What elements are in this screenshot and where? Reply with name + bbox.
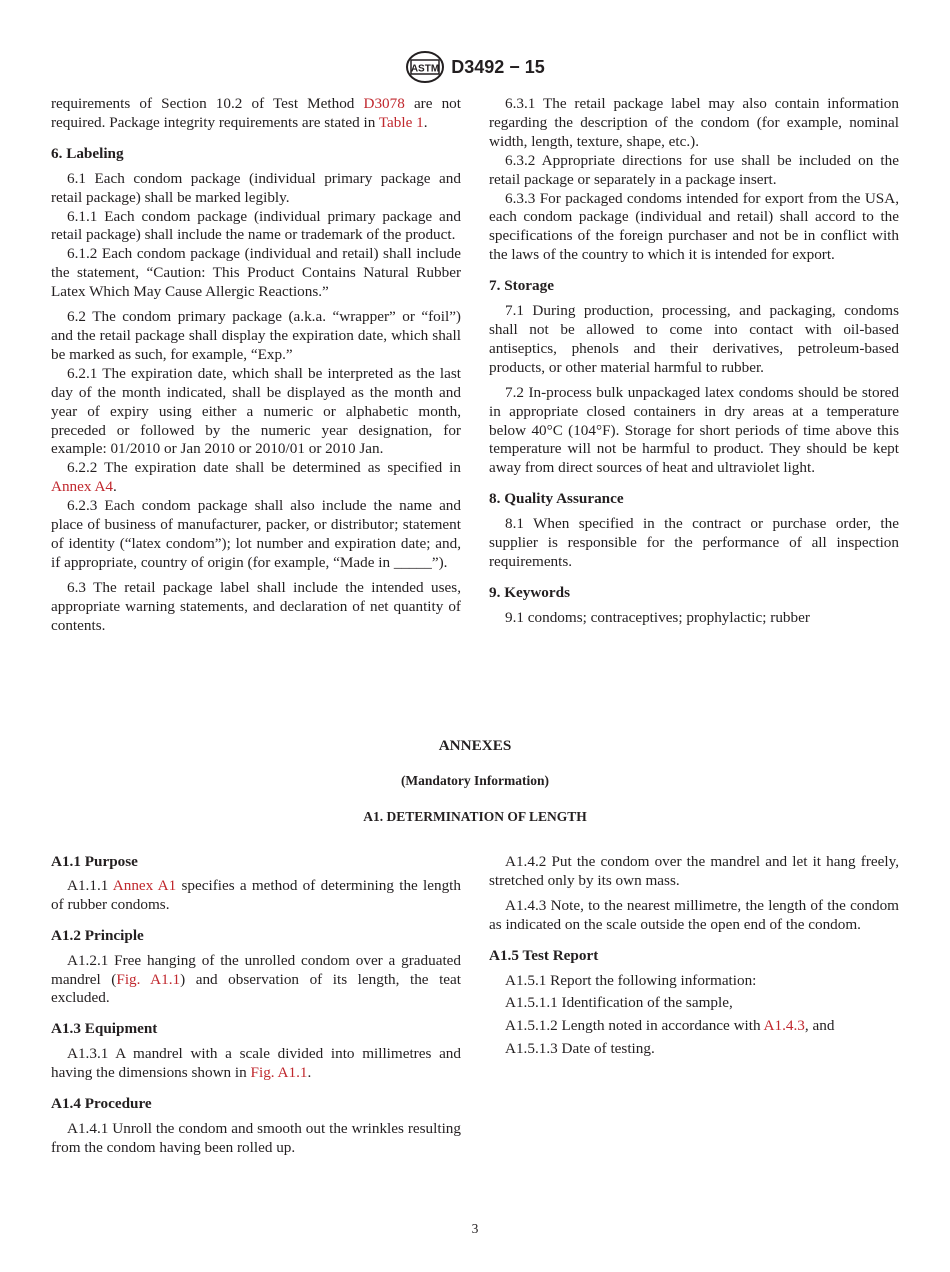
link-fig-a1-1[interactable]: Fig. A1.1 (116, 970, 181, 988)
para-6-2-1: 6.2.1 The expiration date, which shall be interpreted as the last day of the month indicated, shall be displayed as the month and year of expiry using either a numeric or alphabetic month, preceded or followed by the numeric year designation, for example: 01/2010 or Jan 2010 or 2010/01 or 2010 Jan. (51, 364, 461, 458)
para-6-3-3: 6.3.3 For packaged condoms intended for export from the USA, each condom package (individual and retail) shall accord to the specifications of the foreign purchaser and not be in conflict with the laws of the country to which it is intended for export. (489, 189, 899, 264)
continued-paragraph: requirements of Section 10.2 of Test Method D3078 are not required. Package integrity requirements are stated in Table 1. (51, 95, 461, 131)
upper-right-column (489, 95, 899, 628)
link-annex-a4[interactable]: Annex A4 (51, 478, 114, 496)
link-a1-4-3[interactable]: A1.4.3 (763, 1017, 805, 1035)
para-7-2: 7.2 In-process bulk unpackaged latex condoms should be stored in appropriate closed containers in dry areas at a temperature below 40°C (104°F). Storage for short periods of time above this temperature will not be harmful to product. They should be kept away from direct sources of heat and ultraviolet light. (489, 383, 899, 477)
para-a1-5-1: A1.5.1 Report the following information: (505, 971, 757, 989)
page-header (0, 50, 950, 84)
a1-1-heading: A1.1 Purpose (51, 853, 138, 870)
para-a1-2-1: A1.2.1 Free hanging of the unrolled condom over a graduated mandrel (Fig. A1.1) and observation of its length, the teat excluded. (51, 951, 461, 1007)
astm-logo-icon (405, 50, 445, 84)
para-8-1: 8.1 When specified in the contract or purchase order, the supplier is responsible for the performance of all inspection requirements. (489, 515, 899, 570)
para-6-1: 6.1 Each condom package (individual primary package and retail package) shall be marked legibly. (51, 169, 461, 206)
para-a1-4-2: A1.4.2 Put the condom over the mandrel and let it hang freely, stretched only by its own mass. (489, 853, 899, 889)
link-fig-a1-1[interactable]: Fig. A1.1 (250, 1064, 308, 1082)
para-a1-5-1-2: A1.5.1.2 Length noted in accordance with A1.4.3, and (505, 1017, 835, 1035)
a1-4-heading: A1.4 Procedure (51, 1095, 152, 1113)
para-a1-5-1-3: A1.5.1.3 Date of testing. (505, 1040, 655, 1058)
page-number: 3 (471, 1221, 479, 1236)
para-7-1: 7.1 During production, processing, and packaging, condoms shall not be allowed to come into contact with oil-based antiseptics, phenols and their derivatives, petroleum-based products, or other material harmful to rubber. (489, 302, 899, 376)
para-6-2: 6.2 The condom primary package (a.k.a. “wrapper” or “foil”) and the retail package shall display the expiration date, which shall be marked as such, for example, “Exp.” (51, 308, 461, 363)
annex-a1-title: A1. DETERMINATION OF LENGTH (363, 809, 587, 824)
link-d3078[interactable]: D3078 (363, 95, 405, 112)
para-a1-3-1: A1.3.1 A mandrel with a scale divided into millimetres and having the dimensions shown in Fig. A1.1. (51, 1045, 461, 1082)
a1-5-heading: A1.5 Test Report (489, 946, 599, 964)
a1-3-heading: A1.3 Equipment (51, 1020, 158, 1038)
a1-2-heading: A1.2 Principle (51, 926, 144, 944)
annexes-title: ANNEXES (438, 737, 512, 754)
document-number: D3492 − 15 (451, 56, 545, 77)
para-a1-5-1-1: A1.5.1.1 Identification of the sample, (505, 994, 733, 1012)
para-6-1-1: 6.1.1 Each condom package (individual primary package and retail package) shall include the name or trademark of the product. (51, 207, 461, 244)
annexes-subtitle: (Mandatory Information) (400, 773, 550, 788)
para-6-3: 6.3 The retail package label shall include the intended uses, appropriate warning statements, and declaration of net quantity of contents. (51, 578, 461, 634)
section-6-heading: 6. Labeling (51, 144, 124, 162)
section-8-heading: 8. Quality Assurance (489, 490, 624, 508)
para-6-1-2: 6.1.2 Each condom package (individual and retail) shall include the statement, “Caution: This Product Contains Natural Rubber Latex Which May Cause Allergic Reactions.” (51, 245, 461, 301)
para-6-3-1: 6.3.1 The retail package label may also contain information regarding the description of the condom (for example, nominal width, length, texture, shape, etc.). (489, 95, 899, 150)
link-annex-a1[interactable]: Annex A1 (112, 876, 177, 894)
lower-right-column (489, 853, 899, 1059)
para-6-2-3: 6.2.3 Each condom package shall also include the name and place of business of manufacturer, packer, or distributor; statement of identity (“latex condom”); lot number and expiration date; and, if appropriate, country of origin (for example, “Made in _____”). (51, 497, 461, 571)
astm-logo-text: ASTM (411, 63, 440, 75)
upper-left-column (51, 95, 461, 635)
para-a1-4-3: A1.4.3 Note, to the nearest millimetre, the length of the condom as indicated on the scale outside the open end of the condom. (489, 896, 899, 933)
section-9-heading: 9. Keywords (489, 583, 570, 601)
para-a1-4-1: A1.4.1 Unroll the condom and smooth out the wrinkles resulting from the condom having been rolled up. (51, 1119, 461, 1156)
para-a1-1-1: A1.1.1 Annex A1 specifies a method of determining the length of rubber condoms. (51, 876, 461, 913)
para-9-1: 9.1 condoms; contraceptives; prophylactic; rubber (505, 608, 810, 626)
link-table-1[interactable]: Table 1 (378, 113, 424, 131)
lower-left-column (51, 853, 461, 1158)
para-6-2-2: 6.2.2 The expiration date shall be determined as specified in Annex A4. (51, 459, 461, 496)
para-6-3-2: 6.3.2 Appropriate directions for use shall be included on the retail package or separately in a package insert. (489, 151, 899, 188)
section-7-heading: 7. Storage (489, 277, 554, 295)
